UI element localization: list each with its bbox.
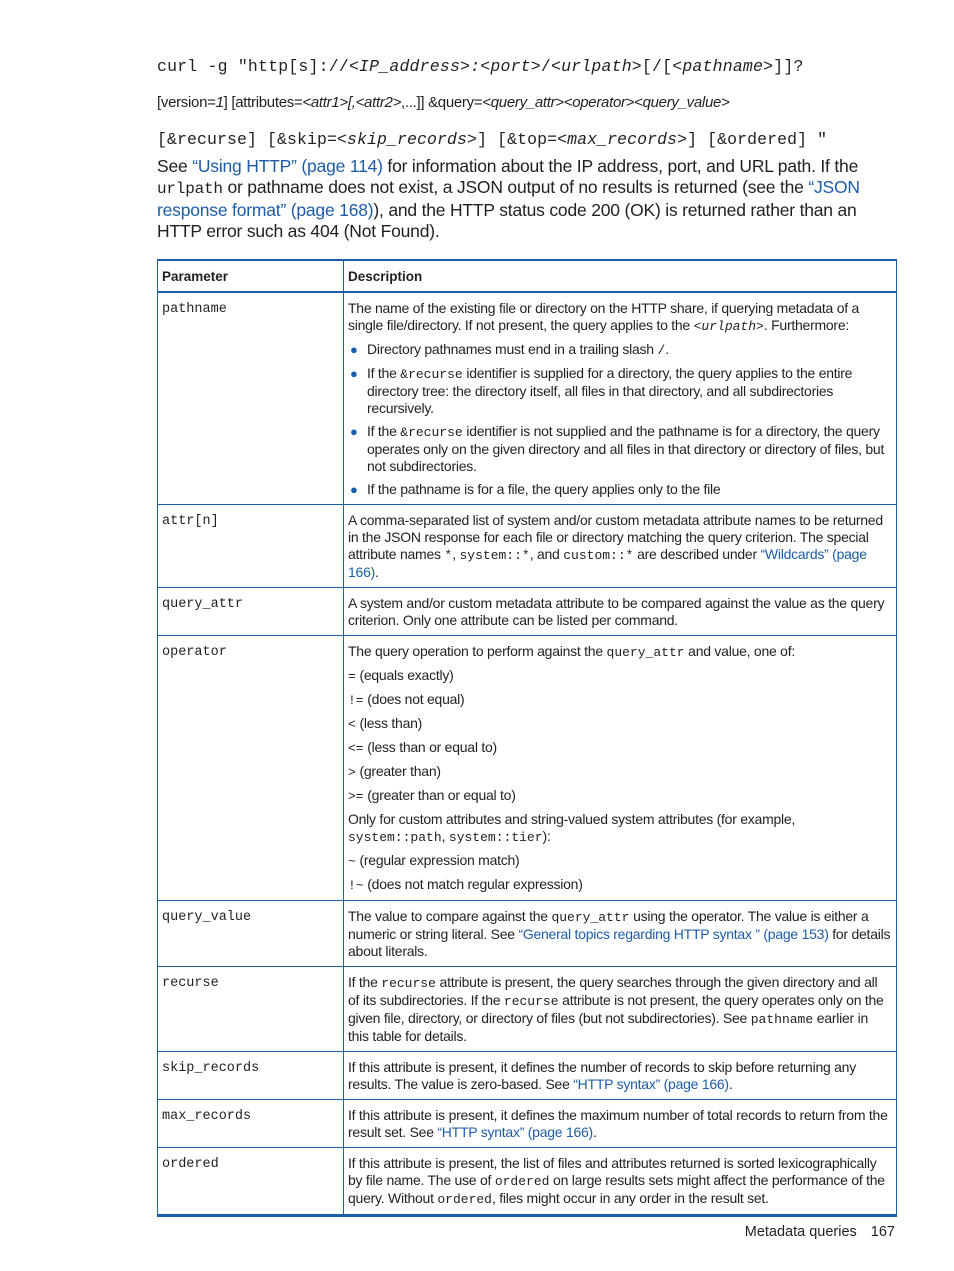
syntax-line-3 bbox=[157, 130, 827, 149]
page-number: 167 bbox=[870, 1224, 895, 1240]
table-header-row bbox=[158, 260, 897, 292]
param-description bbox=[344, 505, 897, 588]
code: ordered bbox=[437, 1192, 492, 1207]
text: using the operator. The value is either a numeric or string literal. See bbox=[348, 908, 869, 942]
description-paragraph bbox=[348, 512, 891, 581]
syntax-text: ]]? bbox=[773, 57, 804, 76]
text: identifier is supplied for a directory, the query applies to the entire directory tree: the directory itself, all files in that directory, and all subdirectories recursively. bbox=[367, 365, 853, 416]
text: , bbox=[452, 546, 460, 562]
list-item bbox=[348, 423, 891, 475]
text: , bbox=[441, 828, 449, 844]
operator-item bbox=[348, 739, 891, 757]
syntax-placeholder: <attr2> bbox=[355, 94, 402, 111]
http-syntax-link[interactable]: “HTTP syntax” (page 166) bbox=[573, 1076, 729, 1092]
syntax-placeholder: <IP_address>:<port> bbox=[348, 57, 541, 76]
text: A system and/or custom metadata attribute to be compared against the value as the query criterion. Only one attribute can be listed per command. bbox=[348, 595, 885, 628]
general-topics-link[interactable]: “General topics regarding HTTP syntax ” (page 153) bbox=[518, 926, 829, 942]
code: * bbox=[444, 548, 453, 563]
operator-item bbox=[348, 852, 891, 870]
param-description bbox=[344, 588, 897, 636]
operator-meaning: (greater than) bbox=[355, 763, 441, 779]
bullet-list bbox=[348, 341, 891, 498]
intro-code: urlpath bbox=[157, 180, 223, 198]
syntax-text: curl -g "http[s]:// bbox=[157, 57, 349, 76]
syntax-text: ] [&ordered] " bbox=[687, 130, 828, 149]
param-name: attr[n] bbox=[158, 505, 344, 588]
param-description bbox=[344, 1052, 897, 1100]
operator-item bbox=[348, 876, 891, 894]
syntax-placeholder: <skip_records> bbox=[337, 130, 478, 149]
footer-section-title: Metadata queries bbox=[744, 1224, 857, 1240]
text: The query operation to perform against the bbox=[348, 643, 607, 659]
operator-meaning: (less than) bbox=[355, 715, 423, 731]
operator-meaning: (regular expression match) bbox=[355, 852, 520, 868]
list-item bbox=[348, 481, 891, 498]
description-column-header: Description bbox=[344, 260, 897, 292]
param-description bbox=[344, 1100, 897, 1148]
text: and value, one of: bbox=[684, 643, 795, 659]
description-paragraph bbox=[348, 1107, 891, 1141]
operator-symbol: < bbox=[348, 717, 356, 732]
http-syntax-link[interactable]: “HTTP syntax” (page 166) bbox=[437, 1124, 593, 1140]
table-row bbox=[158, 1100, 897, 1148]
operator-symbol: ~ bbox=[348, 854, 356, 869]
text: attribute is not present, the query operates only on the given file, directory, or directory of files (but not subdirectories). See bbox=[348, 992, 884, 1026]
syntax-placeholder: <attr1> bbox=[302, 94, 348, 111]
text: on large results sets might affect the performance of the query. Without bbox=[348, 1172, 885, 1206]
table-row bbox=[158, 967, 897, 1052]
operator-symbol: <= bbox=[348, 741, 364, 756]
description-paragraph bbox=[348, 643, 891, 661]
table-row bbox=[158, 292, 897, 505]
code: pathname bbox=[750, 1012, 814, 1027]
param-description bbox=[344, 1148, 897, 1216]
operator-meaning: (less than or equal to) bbox=[363, 739, 497, 755]
description-paragraph bbox=[348, 811, 891, 846]
operator-item bbox=[348, 787, 891, 805]
bullet-icon: ● bbox=[350, 366, 358, 381]
text: If this attribute is present, it defines the number of records to skip before returning any results. The value is zero-based. See bbox=[348, 1059, 856, 1092]
wildcards-link[interactable]: “Wildcards” (page 166) bbox=[348, 546, 867, 580]
bullet-icon: ● bbox=[350, 342, 358, 357]
table-row bbox=[158, 588, 897, 636]
param-name: pathname bbox=[158, 292, 344, 505]
param-name: query_attr bbox=[158, 588, 344, 636]
operator-item bbox=[348, 715, 891, 733]
description-paragraph bbox=[348, 908, 891, 960]
parameters-table bbox=[157, 259, 897, 1217]
code: <urlpath> bbox=[693, 319, 764, 334]
text: . bbox=[728, 1076, 733, 1092]
param-description bbox=[344, 636, 897, 901]
operator-meaning: (does not match regular expression) bbox=[363, 876, 583, 892]
intro-text: or pathname does not exist, a JSON output of no results is returned (see the bbox=[222, 177, 809, 197]
text: If the pathname is for a file, the query applies only to the file bbox=[367, 481, 721, 497]
page-footer bbox=[745, 1224, 895, 1240]
code: system::* bbox=[459, 548, 530, 563]
table-row bbox=[158, 901, 897, 967]
code: query_attr bbox=[551, 910, 630, 925]
description-paragraph bbox=[348, 595, 891, 629]
syntax-text: ,...]] &query= bbox=[401, 94, 483, 111]
syntax-text: ] [attributes= bbox=[223, 94, 303, 111]
text: , files might occur in any order in the result set. bbox=[491, 1190, 769, 1206]
code: system::path bbox=[348, 830, 442, 845]
code: recurse bbox=[503, 994, 559, 1009]
code: recurse bbox=[381, 976, 436, 991]
param-description bbox=[344, 967, 897, 1052]
operator-meaning: (does not equal) bbox=[363, 691, 465, 707]
code: / bbox=[657, 343, 666, 358]
description-paragraph bbox=[348, 300, 891, 335]
syntax-line-2 bbox=[157, 94, 730, 111]
syntax-placeholder: <urlpath> bbox=[550, 57, 642, 76]
text: If this attribute is present, it defines the maximum number of total records to return from the result set. See bbox=[348, 1107, 888, 1140]
param-description bbox=[344, 292, 897, 505]
syntax-text: [version= bbox=[157, 94, 216, 111]
text: If the bbox=[367, 365, 401, 381]
bullet-icon: ● bbox=[350, 482, 358, 497]
list-item bbox=[348, 341, 891, 359]
bullet-icon: ● bbox=[350, 424, 358, 439]
param-name: recurse bbox=[158, 967, 344, 1052]
text: , and bbox=[529, 546, 564, 562]
operator-symbol: != bbox=[348, 693, 364, 708]
intro-text: for information about the IP address, port, and URL path. If the bbox=[382, 156, 859, 176]
code: custom::* bbox=[563, 548, 634, 563]
using-http-link[interactable]: “Using HTTP” (page 114) bbox=[192, 156, 383, 176]
syntax-placeholder: 1 bbox=[215, 94, 224, 111]
text: ): bbox=[542, 828, 551, 844]
intro-text: See bbox=[157, 156, 193, 176]
list-item bbox=[348, 365, 891, 417]
text: If the bbox=[348, 974, 382, 990]
table-row bbox=[158, 505, 897, 588]
text: are described under bbox=[633, 546, 761, 562]
text: . bbox=[375, 564, 379, 580]
table-row bbox=[158, 1052, 897, 1100]
code: query_attr bbox=[606, 645, 685, 660]
param-name: ordered bbox=[158, 1148, 344, 1216]
syntax-text: ] [&top= bbox=[477, 130, 558, 149]
intro-text: ), and the HTTP status code 200 (OK) is returned rather than an HTTP error such as 404 (Not Found). bbox=[157, 200, 857, 241]
text: identifier is not supplied and the pathname is for a directory, the query operates only on the given directory and all files in that directory or directory of files, but not subdirectories. bbox=[367, 423, 885, 474]
operator-item bbox=[348, 667, 891, 685]
param-name: max_records bbox=[158, 1100, 344, 1148]
param-description bbox=[344, 901, 897, 967]
syntax-placeholder: <pathname> bbox=[672, 57, 774, 76]
code: ordered bbox=[494, 1174, 550, 1189]
intro-paragraph bbox=[157, 156, 899, 242]
text: earlier in this table for details. bbox=[348, 1010, 868, 1044]
operator-item bbox=[348, 691, 891, 709]
operator-symbol: = bbox=[348, 669, 356, 684]
syntax-placeholder: <max_records> bbox=[557, 130, 688, 149]
text: Only for custom attributes and string-valued system attributes (for example, bbox=[348, 811, 796, 827]
table-row bbox=[158, 636, 897, 901]
operator-meaning: (greater than or equal to) bbox=[363, 787, 516, 803]
text: Directory pathnames must end in a trailing slash bbox=[367, 341, 658, 357]
code: &recurse bbox=[400, 367, 463, 382]
text: . Furthermore: bbox=[763, 317, 850, 333]
text: attribute is present, the query searches through the given directory and all of its subdirectories. If the bbox=[348, 974, 878, 1008]
table-row bbox=[158, 1148, 897, 1216]
code: &recurse bbox=[400, 425, 463, 440]
text: The name of the existing file or directory on the HTTP share, if querying metadata of a single file/directory. If not present, the query applies to the bbox=[348, 300, 860, 333]
description-paragraph bbox=[348, 1155, 891, 1208]
operator-symbol: > bbox=[348, 765, 356, 780]
text: A comma-separated list of system and/or custom metadata attribute names to be returned in the JSON response for each file or directory matching the query criterion. The special attribute names bbox=[348, 512, 883, 562]
syntax-placeholder: [, bbox=[347, 94, 356, 111]
param-name: skip_records bbox=[158, 1052, 344, 1100]
syntax-text: [&recurse] [&skip= bbox=[157, 130, 338, 149]
text: . bbox=[665, 341, 669, 357]
syntax-line-1 bbox=[157, 57, 804, 76]
description-paragraph bbox=[348, 1059, 891, 1093]
syntax-text: / bbox=[540, 57, 551, 76]
operator-meaning: (equals exactly) bbox=[355, 667, 454, 683]
json-response-format-link[interactable]: “JSON response format” (page 168) bbox=[157, 177, 860, 220]
param-name: query_value bbox=[158, 901, 344, 967]
text: . bbox=[592, 1124, 597, 1140]
operator-symbol: >= bbox=[348, 789, 364, 804]
syntax-text: [/[ bbox=[641, 57, 673, 76]
param-name: operator bbox=[158, 636, 344, 901]
operator-symbol: !~ bbox=[348, 878, 364, 893]
description-paragraph bbox=[348, 974, 891, 1045]
text: for details about literals. bbox=[348, 926, 891, 959]
text: If the bbox=[367, 423, 401, 439]
parameter-column-header: Parameter bbox=[158, 260, 344, 292]
syntax-placeholder: <query_attr><operator><query_value> bbox=[482, 94, 730, 111]
operator-item bbox=[348, 763, 891, 781]
text: If this attribute is present, the list of files and attributes returned is sorted lexicographically by file name. The use of bbox=[348, 1155, 877, 1188]
text: The value to compare against the bbox=[348, 908, 552, 924]
code: system::tier bbox=[448, 830, 543, 845]
